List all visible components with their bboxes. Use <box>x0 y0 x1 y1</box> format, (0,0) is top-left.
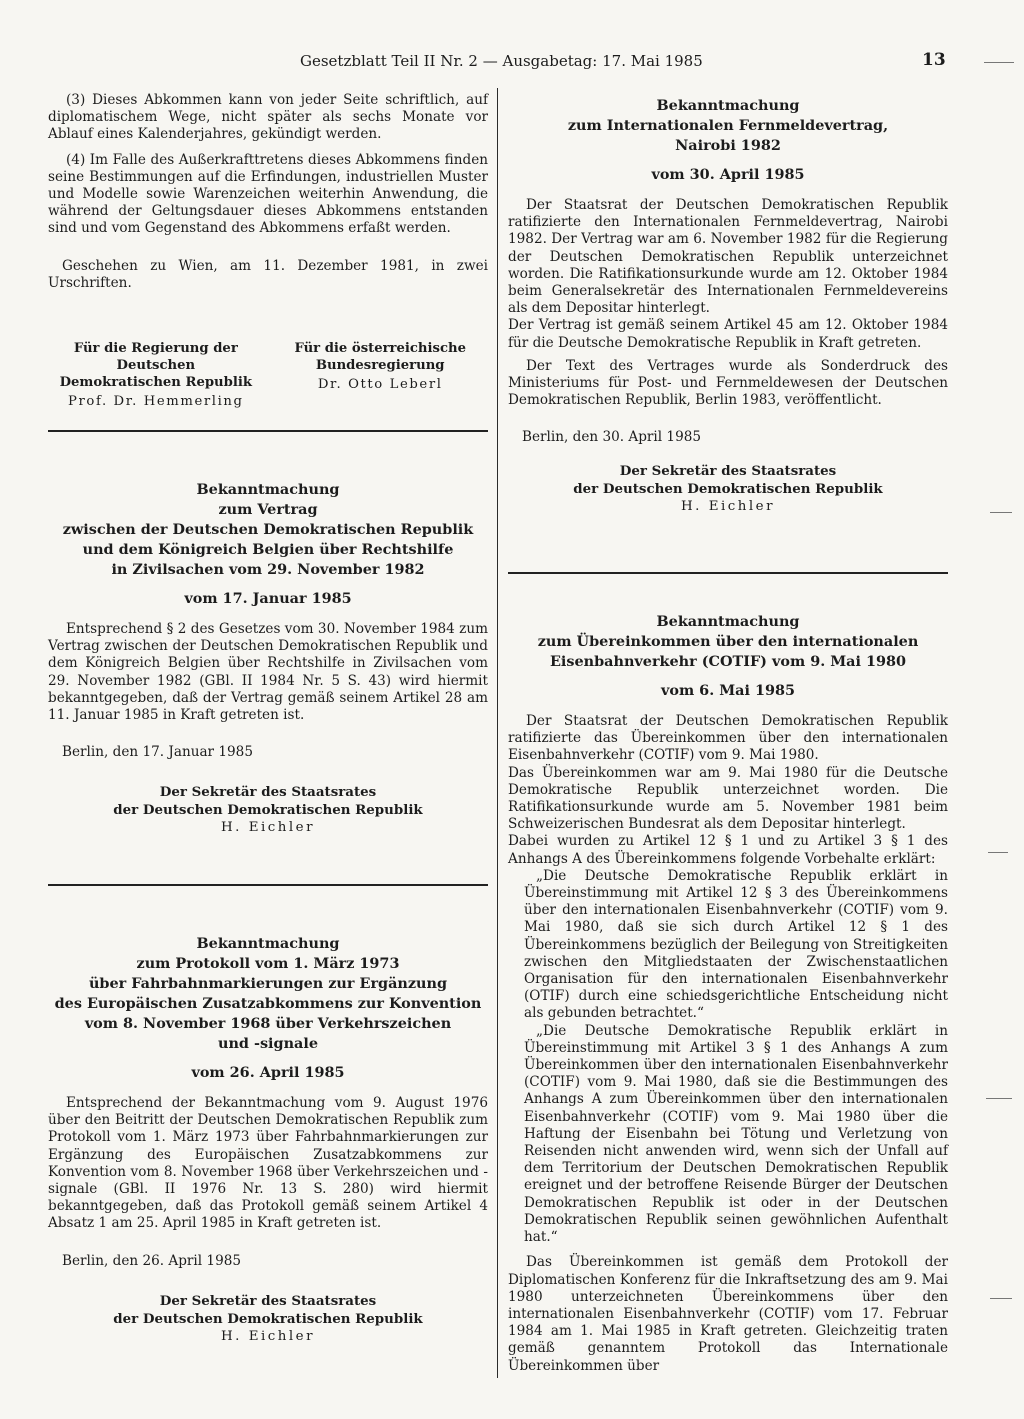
signature-gdr <box>48 340 264 410</box>
notice-body: Das Übereinkommen war am 9. Mai 1980 für die Deutsche Demokratische Republik unterzeichnet worden. Die Ratifikationsurkunde wurde am 5. November 1981 beim Schweizerischen Bundesrat als dem Depositar hinterlegt. <box>508 764 948 833</box>
signatory-government: Für die Regierung der Deutschen <box>73 341 238 373</box>
signatory-government: Demokratischen Republik <box>59 375 253 390</box>
title-line: und -signale <box>217 1035 318 1052</box>
signature-block <box>48 783 488 837</box>
paragraph-3: (3) Dieses Abkommen kann von jeder Seite schriftlich, auf diplomatischem Wege, nicht später als sechs Monate vor Ablauf eines Kalenderjahres, gekündigt werden. <box>48 92 488 143</box>
page-number: 13 <box>922 50 946 70</box>
title-line: des Europäischen Zusatzabkommens zur Konvention <box>54 995 482 1012</box>
running-title: Gesetzblatt Teil II Nr. 2 — Ausgabetag: 17. Mai 1985 <box>300 52 703 70</box>
signatory-office: Der Sekretär des Staatsrates <box>159 1292 377 1309</box>
signatory-name: Prof. Dr. Hemmerling <box>68 394 244 409</box>
title-line: Bekanntmachung <box>656 613 800 630</box>
notice-body: Entsprechend der Bekanntmachung vom 9. August 1976 über den Beitritt der Deutschen Demokratischen Republik zum Protokoll vom 1. März 1973 über Fahrbahnmarkierungen zur Ergänzung des Europäischen Zusatzabkommens zur Konvention vom 8. November 1968 über Verkehrszeichen und -signale (GBl. II 1976 Nr. 13 S. 280) wird hiermit bekanntgegeben, daß das Protokoll gemäß seinem Artikel 4 Absatz 1 am 25. April 1985 in Kraft getreten ist. <box>48 1095 488 1232</box>
signatory-office: der Deutschen Demokratischen Republik <box>113 802 423 819</box>
reservation-quote: „Die Deutsche Demokratische Republik erklärt in Übereinstimmung mit Artikel 3 § 1 des Anhangs A zum Übereinkommen über den internationalen Eisenbahnverkehr (COTIF) vom 9. Mai 1980, daß sie die Bestimmungen des Anhangs A zum Übereinkommen über den internationalen Eisenbahnverkehr (COTIF) vom 9. Mai 1980 über die Haftung der Eisenbahn bei Tötung und Verletzung von Reisenden nicht anwenden wird, wenn sich der Unfall auf dem Territorium der Deutschen Demokratischen Republik ereignet und der betroffene Reisende Bürger der Deutschen Demokratischen Republik ist oder in der Deutschen Demokratischen Republik seinen gewöhnlichen Aufenthalt hat.“ <box>524 1022 948 1246</box>
title-line: und dem Königreich Belgien über Rechtshilfe <box>82 541 454 558</box>
notice-body: Der Staatsrat der Deutschen Demokratischen Republik ratifizierte das Übereinkommen über den internationalen Eisenbahnverkehr (COTIF) vom 9. Mai 1980. <box>508 713 948 764</box>
title-line: über Fahrbahnmarkierungen zur Ergänzung <box>88 975 448 992</box>
signature-block <box>508 462 948 516</box>
treaty-signatures <box>48 340 488 410</box>
title-line: Eisenbahnverkehr (COTIF) vom 9. Mai 1980 <box>549 653 907 670</box>
title-line: zum Protokoll vom 1. März 1973 <box>136 955 400 972</box>
notice-title <box>48 480 488 580</box>
treaty-continuation <box>48 92 488 300</box>
notice-body: Das Übereinkommen ist gemäß dem Protokoll der Diplomatischen Konferenz für die Inkraftsetzung des am 9. Mai 1980 unterzeichneten Übereinkommens über den internationalen Eisenbahnverkehr (COTIF) vom 17. Februar 1984 am 1. Mai 1985 in Kraft getreten. Gleichzeitig traten gemäß genanntem Protokoll das Internationale Übereinkommen über <box>508 1254 948 1374</box>
notice-title <box>48 934 488 1054</box>
margin-mark <box>984 62 1014 63</box>
column-divider <box>497 88 498 1378</box>
place-date: Berlin, den 26. April 1985 <box>62 1252 242 1269</box>
paragraph-4: (4) Im Falle des Außerkrafttretens dieses Abkommens finden seine Bestimmungen auf die Erfindungen, industriellen Muster und Modelle sowie Warenzeichen weiterhin Anwendung, die während der Geltungsdauer dieses Abkommens entstanden sind und vom Gegenstand des Abkommens erfaßt werden. <box>48 151 488 237</box>
title-line: zwischen der Deutschen Demokratischen Republik <box>62 521 474 538</box>
signature-block <box>48 1292 488 1346</box>
title-line: zum Vertrag <box>218 501 318 518</box>
title-line: zum Internationalen Fernmeldevertrag, <box>567 117 889 134</box>
signatory-office: Der Sekretär des Staatsrates <box>159 784 377 801</box>
signatory-office: der Deutschen Demokratischen Republik <box>573 481 883 498</box>
title-line: Bekanntmachung <box>656 97 800 114</box>
notice-title <box>508 612 948 672</box>
notice-belgium-legal-aid <box>48 480 488 837</box>
title-line: vom 8. November 1968 über Verkehrszeichen <box>84 1015 452 1032</box>
signatory-government: Bundesregierung <box>315 358 445 373</box>
signatory-government: Für die österreichische <box>294 341 466 356</box>
notice-date: vom 6. Mai 1985 <box>660 682 795 699</box>
margin-mark <box>988 852 1008 853</box>
notice-body: Entsprechend § 2 des Gesetzes vom 30. November 1984 zum Vertrag zwischen der Deutschen Demokratischen Republik und dem Königreich Belgien über Rechtshilfe in Zivilsachen vom 29. November 1982 (GBl. II 1984 Nr. 5 S. 43) wird hiermit bekanntgegeben, daß der Vertrag gemäß seinem Artikel 28 am 11. Januar 1985 in Kraft getreten ist. <box>48 621 488 724</box>
title-line: zum Übereinkommen über den internationalen <box>537 633 919 650</box>
notice-body: Der Vertrag ist gemäß seinem Artikel 45 am 12. Oktober 1984 für die Deutsche Demokratische Republik in Kraft getreten. <box>508 317 948 351</box>
signatory-name: Dr. Otto Leberl <box>317 377 443 392</box>
section-rule <box>48 430 488 432</box>
signature-austria <box>272 340 488 410</box>
title-line: Bekanntmachung <box>196 935 340 952</box>
signatory-office: Der Sekretär des Staatsrates <box>619 463 837 480</box>
reservation-quote: „Die Deutsche Demokratische Republik erklärt in Übereinstimmung mit Artikel 12 § 3 des Übereinkommens über den internationalen Eisenbahnverkehr (COTIF) vom 9. Mai 1980, daß sie sich durch Artikel 12 § 1 des Übereinkommens bezüglich der Beilegung von Streitigkeiten zwischen den Mitgliedstaaten der Zwischenstaatlichen Organisation für den internationalen Eisenbahnverkehr (OTIF) durch eine schiedsgerichtliche Entscheidung nicht als gebunden betrachtet.“ <box>524 867 948 1022</box>
notice-body: Dabei wurden zu Artikel 12 § 1 und zu Artikel 3 § 1 des Anhangs A des Übereinkommens folgende Vorbehalte erklärt: <box>508 833 948 867</box>
title-line: Nairobi 1982 <box>675 137 781 154</box>
title-line: Bekanntmachung <box>196 481 340 498</box>
notice-telecom-convention <box>508 96 948 516</box>
done-at: Geschehen zu Wien, am 11. Dezember 1981, in zwei Urschriften. <box>48 257 488 291</box>
section-rule <box>508 572 948 574</box>
margin-mark <box>990 512 1012 513</box>
notice-date: vom 26. April 1985 <box>191 1064 345 1081</box>
notice-road-markings <box>48 934 488 1346</box>
notice-body: Der Text des Vertrages wurde als Sonderdruck des Ministeriums für Post- und Fernmeldewesen der Deutschen Demokratischen Republik, Berlin 1983, veröffentlicht. <box>508 357 948 409</box>
notice-cotif <box>508 612 948 1375</box>
notice-body: Der Staatsrat der Deutschen Demokratischen Republik ratifizierte den Internationalen Fernmeldevertrag, Nairobi 1982. Der Vertrag war am 6. November 1982 für die Regierung der Deutschen Demokratischen Republik unterzeichnet worden. Die Ratifikationsurkunde wurde am 12. Oktober 1984 beim Generalsekretär des Internationalen Fernmeldevereins als dem Depositar hinterlegt. <box>508 197 948 317</box>
notice-date: vom 17. Januar 1985 <box>184 590 352 607</box>
signatory-office: der Deutschen Demokratischen Republik <box>113 1310 423 1327</box>
signatory-name: H. Eichler <box>221 1328 315 1344</box>
margin-mark <box>990 1298 1012 1299</box>
notice-date: vom 30. April 1985 <box>651 166 805 183</box>
place-date: Berlin, den 17. Januar 1985 <box>62 744 253 761</box>
place-date: Berlin, den 30. April 1985 <box>522 429 702 446</box>
notice-title <box>508 96 948 156</box>
running-header <box>300 52 1000 74</box>
signatory-name: H. Eichler <box>681 499 775 515</box>
title-line: in Zivilsachen vom 29. November 1982 <box>111 561 425 578</box>
signatory-name: H. Eichler <box>221 820 315 836</box>
margin-mark <box>986 1098 1012 1099</box>
section-rule <box>48 884 488 886</box>
